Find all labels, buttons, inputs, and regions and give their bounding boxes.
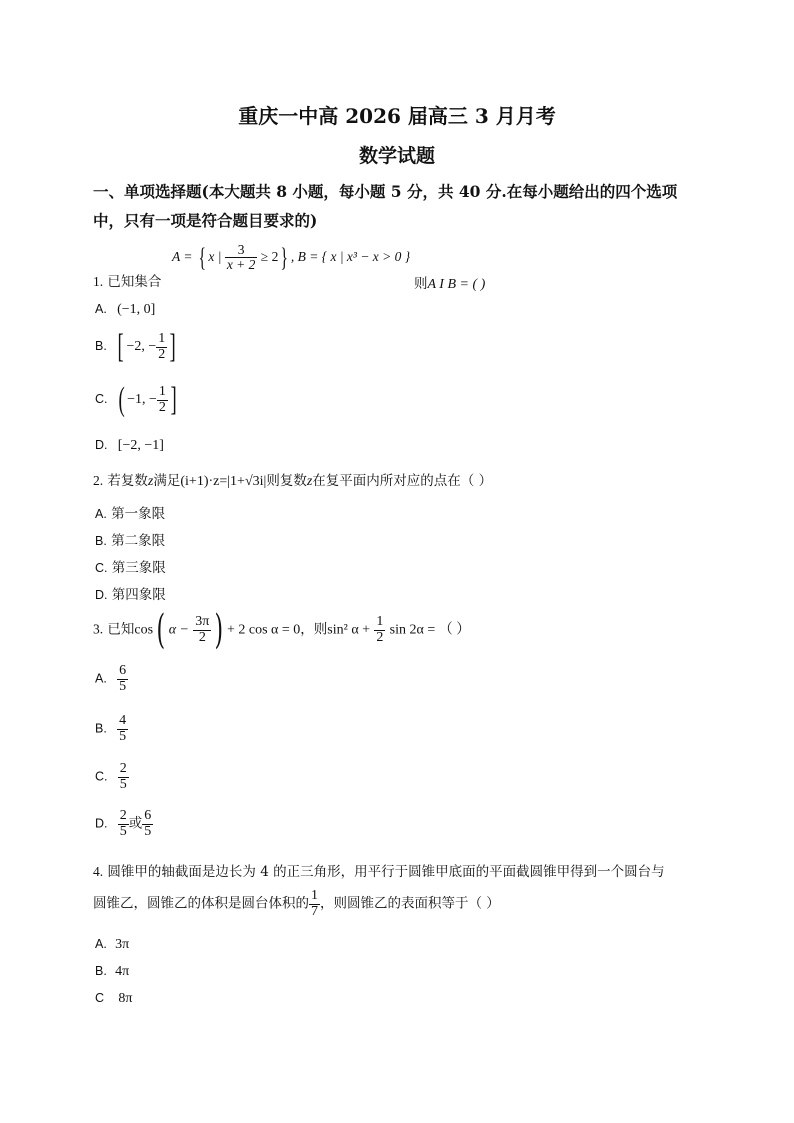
option-3a[interactable]: A. $\frac{6}{5}$ <box>95 663 127 694</box>
question-2-stem: 2. 若复数z满足(i+1)·z=|1+√3i|则复数z在复平面内所对应的点在（ ） <box>93 473 493 489</box>
question-1-tail: A I B = ( ) <box>427 277 486 292</box>
option-3b[interactable]: B. $\frac{4}{5}$ <box>95 713 127 744</box>
option-1c[interactable]: C. ( −1, − $\frac{1}{2}$ ] <box>95 381 177 418</box>
option-letter: C. <box>95 392 108 407</box>
option-letter: D. <box>95 438 108 452</box>
set-b: , B = { x | x³ − x > 0 } <box>290 248 411 264</box>
option-letter: A. <box>95 302 107 316</box>
question-1-set-expression: A = { x | $\frac{3}{x + 2}$ ≥ 2} , B = { x | x³ − x > 0 } <box>172 242 411 273</box>
option-letter: B. <box>95 339 107 354</box>
set-a-cond-right: ≥ 2 <box>260 248 279 264</box>
option-4a[interactable]: A. 3π <box>95 937 130 952</box>
question-3-stem: 3. 已知cos( α − $\frac{3\pi}{2}$ ) + 2 cos α = 0，则sin² α + $\frac{1}{2}$ sin 2α = （ ） <box>93 607 471 653</box>
section-heading-line2: 中，只有一项是符合题目要求的) <box>93 211 318 230</box>
option-text: [−2, −1] <box>117 438 164 453</box>
exam-title: 重庆一中高 2026 届高三 3 月月考 <box>238 104 556 128</box>
option-text: (−1, 0] <box>117 302 156 317</box>
option-4c[interactable]: C 8π <box>95 991 133 1006</box>
question-2-expression: (i+1)·z=|1+√3i| <box>180 474 267 489</box>
section-heading-line1: 一、单项选择题(本大题共 8 小题，每小题 5 分，共 40 分.在每小题给出的四个选项 <box>93 182 678 201</box>
question-1-stem-prefix <box>93 270 161 290</box>
question-number: 1. <box>93 274 104 289</box>
set-a-fraction: $\frac{3}{x + 2}$ <box>226 242 256 273</box>
option-1a[interactable] <box>95 301 155 318</box>
set-a-lhs: A = <box>172 248 196 264</box>
question-number: 2. <box>93 473 104 488</box>
option-text: 第二象限 <box>111 533 166 549</box>
option-2d[interactable]: D. 第四象限 <box>95 587 166 603</box>
option-text: 4π <box>115 964 130 979</box>
option-3d[interactable]: D. $\frac{2}{5}$ 或 $\frac{6}{5}$ <box>95 808 152 839</box>
option-text: 8π <box>118 991 133 1006</box>
exam-subtitle: 数学试题 <box>358 145 435 167</box>
question-number: 3. <box>93 621 104 637</box>
set-a-cond-left: x | <box>208 248 222 264</box>
option-1b[interactable]: B. [ −2, − $\frac{1}{2}$ ] <box>95 328 177 365</box>
question-1-stem-suffix: 则A I B = ( ) <box>414 276 486 292</box>
option-3c[interactable]: C. $\frac{2}{5}$ <box>95 761 127 792</box>
option-2a[interactable]: A. 第一象限 <box>95 506 166 522</box>
option-2b[interactable]: B. 第二象限 <box>95 533 166 549</box>
question-4-line1: 4. 圆锥甲的轴截面是边长为 4 的正三角形，用平行于圆锥甲底面的平面截圆锥甲得到一个圆台与 <box>93 864 665 880</box>
option-1d[interactable] <box>95 437 164 454</box>
question-4-line2: 圆锥乙，圆锥乙的体积是圆台体积的 $\frac{1}{7}$ ，则圆锥乙的表面积等于（ ） <box>93 888 500 919</box>
option-text: 3π <box>115 937 130 952</box>
option-text: 第三象限 <box>111 560 166 576</box>
option-4b[interactable]: B. 4π <box>95 964 130 979</box>
option-text: 第四象限 <box>111 587 166 603</box>
question-text: 已知集合 <box>107 274 162 290</box>
question-number: 4. <box>93 864 104 879</box>
option-text: 第一象限 <box>111 506 166 522</box>
option-2c[interactable]: C. 第三象限 <box>95 560 166 576</box>
